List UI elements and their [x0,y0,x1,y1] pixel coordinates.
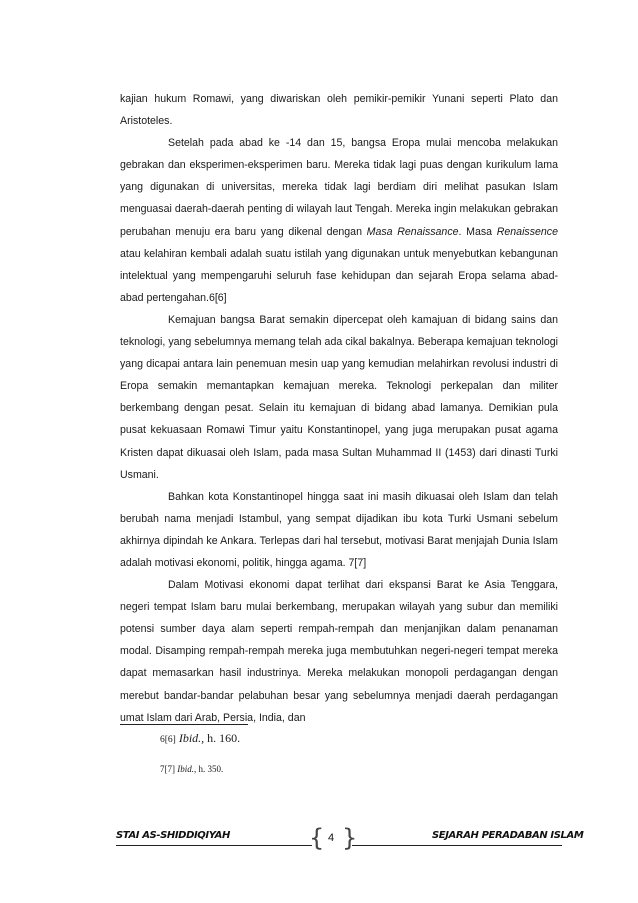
body-text [120,88,558,729]
footer-rule-left [116,845,312,846]
footer-rule-right [352,845,562,846]
footnote-2-page: h. 350. [196,764,224,774]
footnote-1-ibid: Ibid., [178,731,205,745]
page-number-bracket-left: { [309,824,325,852]
footer-course-title: SEJARAH PERADABAN ISLAM [432,830,586,841]
footnote-2-number: 7[7] [160,764,175,774]
footnote-1 [160,731,240,746]
footnote-separator [120,724,248,725]
footer-institution: STAI AS-SHIDDIQIYAH [116,830,233,841]
paragraph-1-italic-a: Masa Renaissance [366,225,459,238]
footnote-2-ibid: Ibid., [177,764,197,774]
paragraph-3: Bahkan kota Konstantinopel hingga saat ini masih dikuasai oleh Islam dan telah berubah nama menjadi Istambul, yang sempat dijadikan ibu kota Turki Usmani sebelum akhirnya dipindah ke Ankara. Terlepas dari hal tersebut, motivasi Barat menjajah Dunia Islam adalah motivasi ekonomi, politik, hingga agama. 7[7] [120,490,558,569]
paragraph-1-text-b: . Masa [458,225,497,238]
footnote-2 [160,764,223,774]
page-number-bracket-right: } [342,824,358,852]
footnote-1-page: h. 160. [204,731,241,745]
paragraph-1-text-a: Setelah pada abad ke -14 dan 15, bangsa Eropa mulai mencoba melakukan gebrakan dan eksperimen-eksperimen baru. Mereka tidak lagi puas dengan kurikulum lama yang digunakan di universitas, mereka tidak lagi berdiam diri melihat pasukan Islam menguasai daerah-daerah penting di wilayah laut Tengah. Mereka ingin melakukan gebrakan perubahan menuju era baru yang dikenal dengan [120,137,558,238]
paragraph-2: Kemajuan bangsa Barat semakin dipercepat oleh kamajuan di bidang sains dan teknologi, yang sebelumnya memang telah ada cikal bakalnya. Beberapa kemajuan teknologi yang dicapai antara lain penemuan mesin uap yang kemudian melahirkan revolusi industri di Eropa semakin memantapkan kemajuan mereka. Teknologi perkepalan dan militer berkembang dengan pesat. Selain itu kemajuan di bidang abad lamanya. Demikian pula pusat kekuasaan Romawi Timur yaitu Konstantinopel, yang juga merupakan pusat agama Kristen dapat dikuasai oleh Islam, pada masa Sultan Muhammad II (1453) dari dinasti Turki Usmani. [120,313,558,481]
paragraph-4: Dalam Motivasi ekonomi dapat terlihat dari ekspansi Barat ke Asia Tenggara, negeri tempat Islam baru mulai berkembang, merupakan wilayah yang subur dan memiliki potensi sumber daya alam seperti rempah-rempah dan menjanjikan dalam penanaman modal. Disamping rempah-rempah mereka juga membutuhkan negeri-negeri tempat mereka dapat memasarkan hasil industrinya. Mereka melakukan monopoli perdagangan dengan merebut bandar-bandar pelabuhan besar yang sebelumnya menjadi daerah perdagangan umat Islam dari Arab, Persia, India, dan [120,579,558,724]
paragraph-1-text-c: atau kelahiran kembali adalah suatu istilah yang digunakan untuk menyebutkan kebangunan intelektual yang mempengaruhi seluruh fase kehidupan dan sejarah Eropa selama abad-abad pertengahan.6[6] [120,247,558,304]
paragraph-0: kajian hukum Romawi, yang diwariskan oleh pemikir-pemikir Yunani seperti Plato dan Aristoteles. [120,93,558,128]
footnote-1-number: 6[6] [160,735,176,745]
page-number: 4 [328,832,335,844]
paragraph-1 [120,132,558,309]
paragraph-1-italic-b: Renaissence [496,225,558,238]
